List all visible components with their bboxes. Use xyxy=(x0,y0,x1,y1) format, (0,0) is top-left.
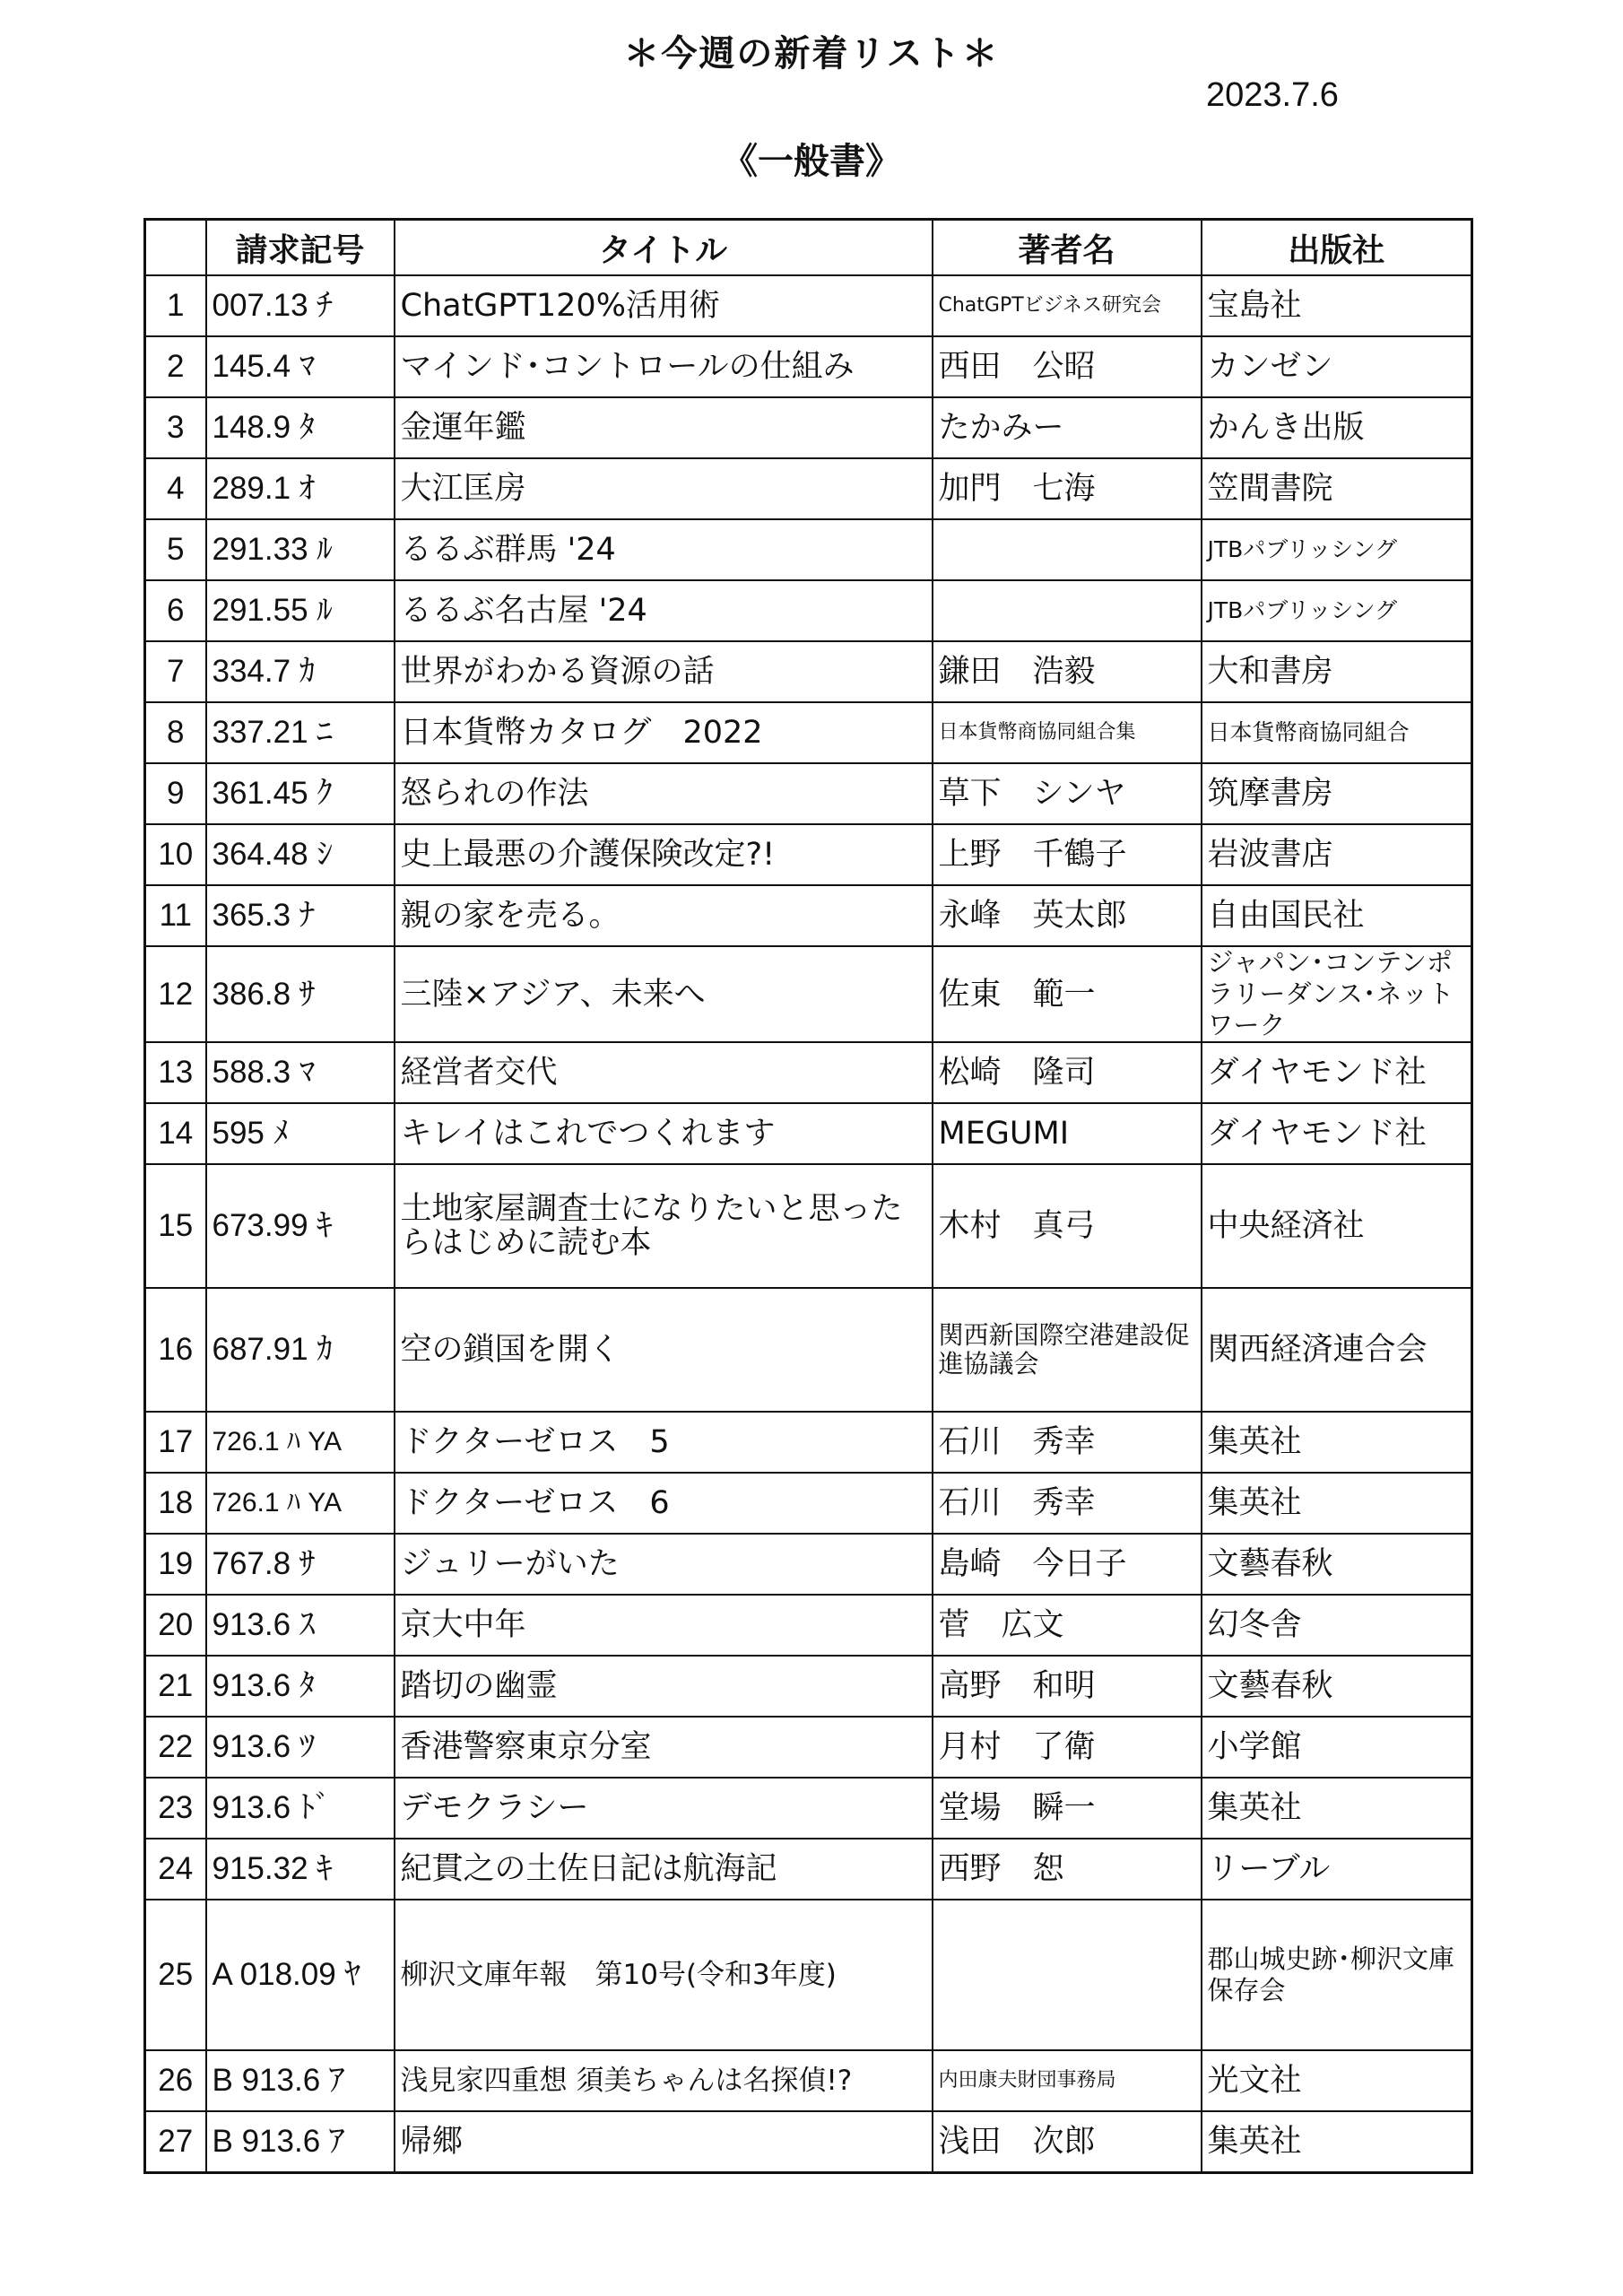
title-cell: キレイはこれでつくれます xyxy=(395,1103,933,1164)
call-number-cell: 291.33 ﾙ xyxy=(206,519,395,580)
publisher-cell: ダイヤモンド社 xyxy=(1202,1042,1472,1103)
row-number: 6 xyxy=(145,580,206,641)
call-number-cell: 337.21 ﾆ xyxy=(206,702,395,763)
call-number-cell: 289.1 ｵ xyxy=(206,458,395,519)
table-row xyxy=(145,1717,1472,1778)
author-cell: 内田康夫財団事務局 xyxy=(933,2050,1202,2111)
publisher-cell: 集英社 xyxy=(1202,1412,1472,1473)
table-header-row xyxy=(145,220,1472,276)
publisher-cell: かんき出版 xyxy=(1202,397,1472,458)
table-row xyxy=(145,397,1472,458)
title-cell: マインド･コントロールの仕組み xyxy=(395,336,933,397)
call-number-cell: 145.4 ﾏ xyxy=(206,336,395,397)
column-header-number xyxy=(145,220,206,276)
publisher-cell: 筑摩書房 xyxy=(1202,763,1472,824)
title-cell: 経営者交代 xyxy=(395,1042,933,1103)
row-number: 16 xyxy=(145,1288,206,1412)
publisher-cell: 集英社 xyxy=(1202,1473,1472,1534)
author-cell: 佐東 範一 xyxy=(933,946,1202,1042)
author-cell: ChatGPTビジネス研究会 xyxy=(933,275,1202,336)
call-number-cell: 726.1 ﾊ YA xyxy=(206,1473,395,1534)
row-number: 18 xyxy=(145,1473,206,1534)
title-cell: ジュリーがいた xyxy=(395,1534,933,1595)
row-number: 1 xyxy=(145,275,206,336)
table-row xyxy=(145,885,1472,946)
row-number: 9 xyxy=(145,763,206,824)
table-row xyxy=(145,1042,1472,1103)
row-number: 10 xyxy=(145,824,206,885)
table-row xyxy=(145,763,1472,824)
call-number-cell: 687.91 ｶ xyxy=(206,1288,395,1412)
row-number: 12 xyxy=(145,946,206,1042)
call-number-cell: B 913.6 ｱ xyxy=(206,2111,395,2173)
call-number-cell: 365.3 ﾅ xyxy=(206,885,395,946)
publisher-cell: カンゼン xyxy=(1202,336,1472,397)
title-cell: 金運年鑑 xyxy=(395,397,933,458)
title-cell: 京大中年 xyxy=(395,1595,933,1656)
row-number: 11 xyxy=(145,885,206,946)
author-cell: 加門 七海 xyxy=(933,458,1202,519)
row-number: 19 xyxy=(145,1534,206,1595)
call-number-cell: 291.55 ﾙ xyxy=(206,580,395,641)
table-row xyxy=(145,519,1472,580)
title-cell: 史上最悪の介護保険改定?! xyxy=(395,824,933,885)
author-cell xyxy=(933,519,1202,580)
publisher-cell: 幻冬舎 xyxy=(1202,1595,1472,1656)
publisher-cell: 文藝春秋 xyxy=(1202,1656,1472,1717)
row-number: 4 xyxy=(145,458,206,519)
row-number: 21 xyxy=(145,1656,206,1717)
table-row xyxy=(145,1164,1472,1288)
author-cell: 草下 シンヤ xyxy=(933,763,1202,824)
table-row xyxy=(145,1412,1472,1473)
section-heading: 《一般書》 xyxy=(722,141,901,182)
call-number-cell: 386.8 ｻ xyxy=(206,946,395,1042)
column-header-call-number: 請求記号 xyxy=(206,220,395,276)
title-cell: 踏切の幽霊 xyxy=(395,1656,933,1717)
publisher-cell: 集英社 xyxy=(1202,2111,1472,2173)
call-number-cell: 148.9 ﾀ xyxy=(206,397,395,458)
author-cell: 菅 広文 xyxy=(933,1595,1202,1656)
author-cell: 日本貨幣商協同組合集 xyxy=(933,702,1202,763)
author-cell: 石川 秀幸 xyxy=(933,1473,1202,1534)
row-number: 2 xyxy=(145,336,206,397)
row-number: 23 xyxy=(145,1778,206,1839)
table-row xyxy=(145,1839,1472,1900)
column-header-publisher: 出版社 xyxy=(1202,220,1472,276)
call-number-cell: 913.6 ﾀ xyxy=(206,1656,395,1717)
title-cell: るるぶ群馬 '24 xyxy=(395,519,933,580)
author-cell: 関西新国際空港建設促進協議会 xyxy=(933,1288,1202,1412)
call-number-cell: 595 ﾒ xyxy=(206,1103,395,1164)
table-row xyxy=(145,702,1472,763)
call-number-cell: 364.48 ｼ xyxy=(206,824,395,885)
row-number: 24 xyxy=(145,1839,206,1900)
author-cell: 石川 秀幸 xyxy=(933,1412,1202,1473)
title-cell: 柳沢文庫年報 第10号(令和3年度) xyxy=(395,1900,933,2050)
row-number: 22 xyxy=(145,1717,206,1778)
author-cell: 堂場 瞬一 xyxy=(933,1778,1202,1839)
author-cell: 松崎 隆司 xyxy=(933,1042,1202,1103)
author-cell: 永峰 英太郎 xyxy=(933,885,1202,946)
publisher-cell: 宝島社 xyxy=(1202,275,1472,336)
title-cell: 土地家屋調査士になりたいと思ったらはじめに読む本 xyxy=(395,1164,933,1288)
publisher-cell: ジャパン･コンテンポラリーダンス･ネットワーク xyxy=(1202,946,1472,1042)
author-cell: 西野 恕 xyxy=(933,1839,1202,1900)
column-header-author: 著者名 xyxy=(933,220,1202,276)
publisher-cell: 中央経済社 xyxy=(1202,1164,1472,1288)
author-cell: 上野 千鶴子 xyxy=(933,824,1202,885)
publisher-cell: 小学館 xyxy=(1202,1717,1472,1778)
call-number-cell: 913.6 ﾄﾞ xyxy=(206,1778,395,1839)
title-cell: 浅見家四重想 須美ちゃんは名探偵!? xyxy=(395,2050,933,2111)
table-row xyxy=(145,1534,1472,1595)
call-number-cell: 726.1 ﾊ YA xyxy=(206,1412,395,1473)
table-row xyxy=(145,275,1472,336)
publisher-cell: 光文社 xyxy=(1202,2050,1472,2111)
publisher-cell: 文藝春秋 xyxy=(1202,1534,1472,1595)
row-number: 13 xyxy=(145,1042,206,1103)
title-cell: 空の鎖国を開く xyxy=(395,1288,933,1412)
title-cell: 香港警察東京分室 xyxy=(395,1717,933,1778)
title-cell: るるぶ名古屋 '24 xyxy=(395,580,933,641)
call-number-cell: 913.6 ﾂ xyxy=(206,1717,395,1778)
row-number: 27 xyxy=(145,2111,206,2173)
title-cell: ドクターゼロス 6 xyxy=(395,1473,933,1534)
page-title: ＊今週の新着リスト＊ xyxy=(623,33,1000,74)
call-number-cell: A 018.09 ﾔ xyxy=(206,1900,395,2050)
publisher-cell: 笠間書院 xyxy=(1202,458,1472,519)
table-row xyxy=(145,946,1472,1042)
call-number-cell: 007.13 ﾁ xyxy=(206,275,395,336)
table-body xyxy=(145,275,1472,2173)
title-cell: 大江匡房 xyxy=(395,458,933,519)
call-number-cell: 334.7 ｶ xyxy=(206,641,395,702)
table-row xyxy=(145,1778,1472,1839)
author-cell: たかみー xyxy=(933,397,1202,458)
publisher-cell: 大和書房 xyxy=(1202,641,1472,702)
title-cell: 紀貫之の土佐日記は航海記 xyxy=(395,1839,933,1900)
publisher-cell: JTBパブリッシング xyxy=(1202,580,1472,641)
row-number: 25 xyxy=(145,1900,206,2050)
table-row xyxy=(145,824,1472,885)
row-number: 26 xyxy=(145,2050,206,2111)
table-row xyxy=(145,336,1472,397)
title-cell: 世界がわかる資源の話 xyxy=(395,641,933,702)
title-cell: 怒られの作法 xyxy=(395,763,933,824)
author-cell: 島崎 今日子 xyxy=(933,1534,1202,1595)
call-number-cell: 673.99 ｷ xyxy=(206,1164,395,1288)
table-row xyxy=(145,2111,1472,2173)
author-cell: 浅田 次郎 xyxy=(933,2111,1202,2173)
table-row xyxy=(145,1288,1472,1412)
table-row xyxy=(145,580,1472,641)
call-number-cell: 913.6 ｽ xyxy=(206,1595,395,1656)
table-row xyxy=(145,458,1472,519)
publisher-cell: ダイヤモンド社 xyxy=(1202,1103,1472,1164)
row-number: 17 xyxy=(145,1412,206,1473)
publisher-cell: リーブル xyxy=(1202,1839,1472,1900)
column-header-title: タイトル xyxy=(395,220,933,276)
row-number: 8 xyxy=(145,702,206,763)
author-cell: MEGUMI xyxy=(933,1103,1202,1164)
table-row xyxy=(145,1103,1472,1164)
publisher-cell: 岩波書店 xyxy=(1202,824,1472,885)
row-number: 7 xyxy=(145,641,206,702)
table-row xyxy=(145,1473,1472,1534)
title-cell: 親の家を売る。 xyxy=(395,885,933,946)
publisher-cell: 集英社 xyxy=(1202,1778,1472,1839)
table-row xyxy=(145,1595,1472,1656)
author-cell: 鎌田 浩毅 xyxy=(933,641,1202,702)
title-cell: 日本貨幣カタログ 2022 xyxy=(395,702,933,763)
row-number: 15 xyxy=(145,1164,206,1288)
publisher-cell: 郡山城史跡･柳沢文庫保存会 xyxy=(1202,1900,1472,2050)
publisher-cell: JTBパブリッシング xyxy=(1202,519,1472,580)
title-cell: ChatGPT120%活用術 xyxy=(395,275,933,336)
table-row xyxy=(145,1656,1472,1717)
title-cell: ドクターゼロス 5 xyxy=(395,1412,933,1473)
table-row xyxy=(145,641,1472,702)
author-cell: 高野 和明 xyxy=(933,1656,1202,1717)
author-cell xyxy=(933,580,1202,641)
title-cell: 帰郷 xyxy=(395,2111,933,2173)
author-cell: 西田 公昭 xyxy=(933,336,1202,397)
call-number-cell: B 913.6 ｱ xyxy=(206,2050,395,2111)
row-number: 3 xyxy=(145,397,206,458)
author-cell: 木村 真弓 xyxy=(933,1164,1202,1288)
list-date: 2023.7.6 xyxy=(1206,76,1339,114)
table-row xyxy=(145,1900,1472,2050)
publisher-cell: 自由国民社 xyxy=(1202,885,1472,946)
call-number-cell: 361.45 ｸ xyxy=(206,763,395,824)
call-number-cell: 767.8 ｻ xyxy=(206,1534,395,1595)
row-number: 14 xyxy=(145,1103,206,1164)
title-cell: 三陸×アジア、未来へ xyxy=(395,946,933,1042)
row-number: 20 xyxy=(145,1595,206,1656)
author-cell xyxy=(933,1900,1202,2050)
call-number-cell: 915.32 ｷ xyxy=(206,1839,395,1900)
publisher-cell: 日本貨幣商協同組合 xyxy=(1202,702,1472,763)
title-cell: デモクラシー xyxy=(395,1778,933,1839)
author-cell: 月村 了衛 xyxy=(933,1717,1202,1778)
call-number-cell: 588.3 ﾏ xyxy=(206,1042,395,1103)
table-row xyxy=(145,2050,1472,2111)
new-arrivals-table xyxy=(143,218,1473,2174)
publisher-cell: 関西経済連合会 xyxy=(1202,1288,1472,1412)
row-number: 5 xyxy=(145,519,206,580)
